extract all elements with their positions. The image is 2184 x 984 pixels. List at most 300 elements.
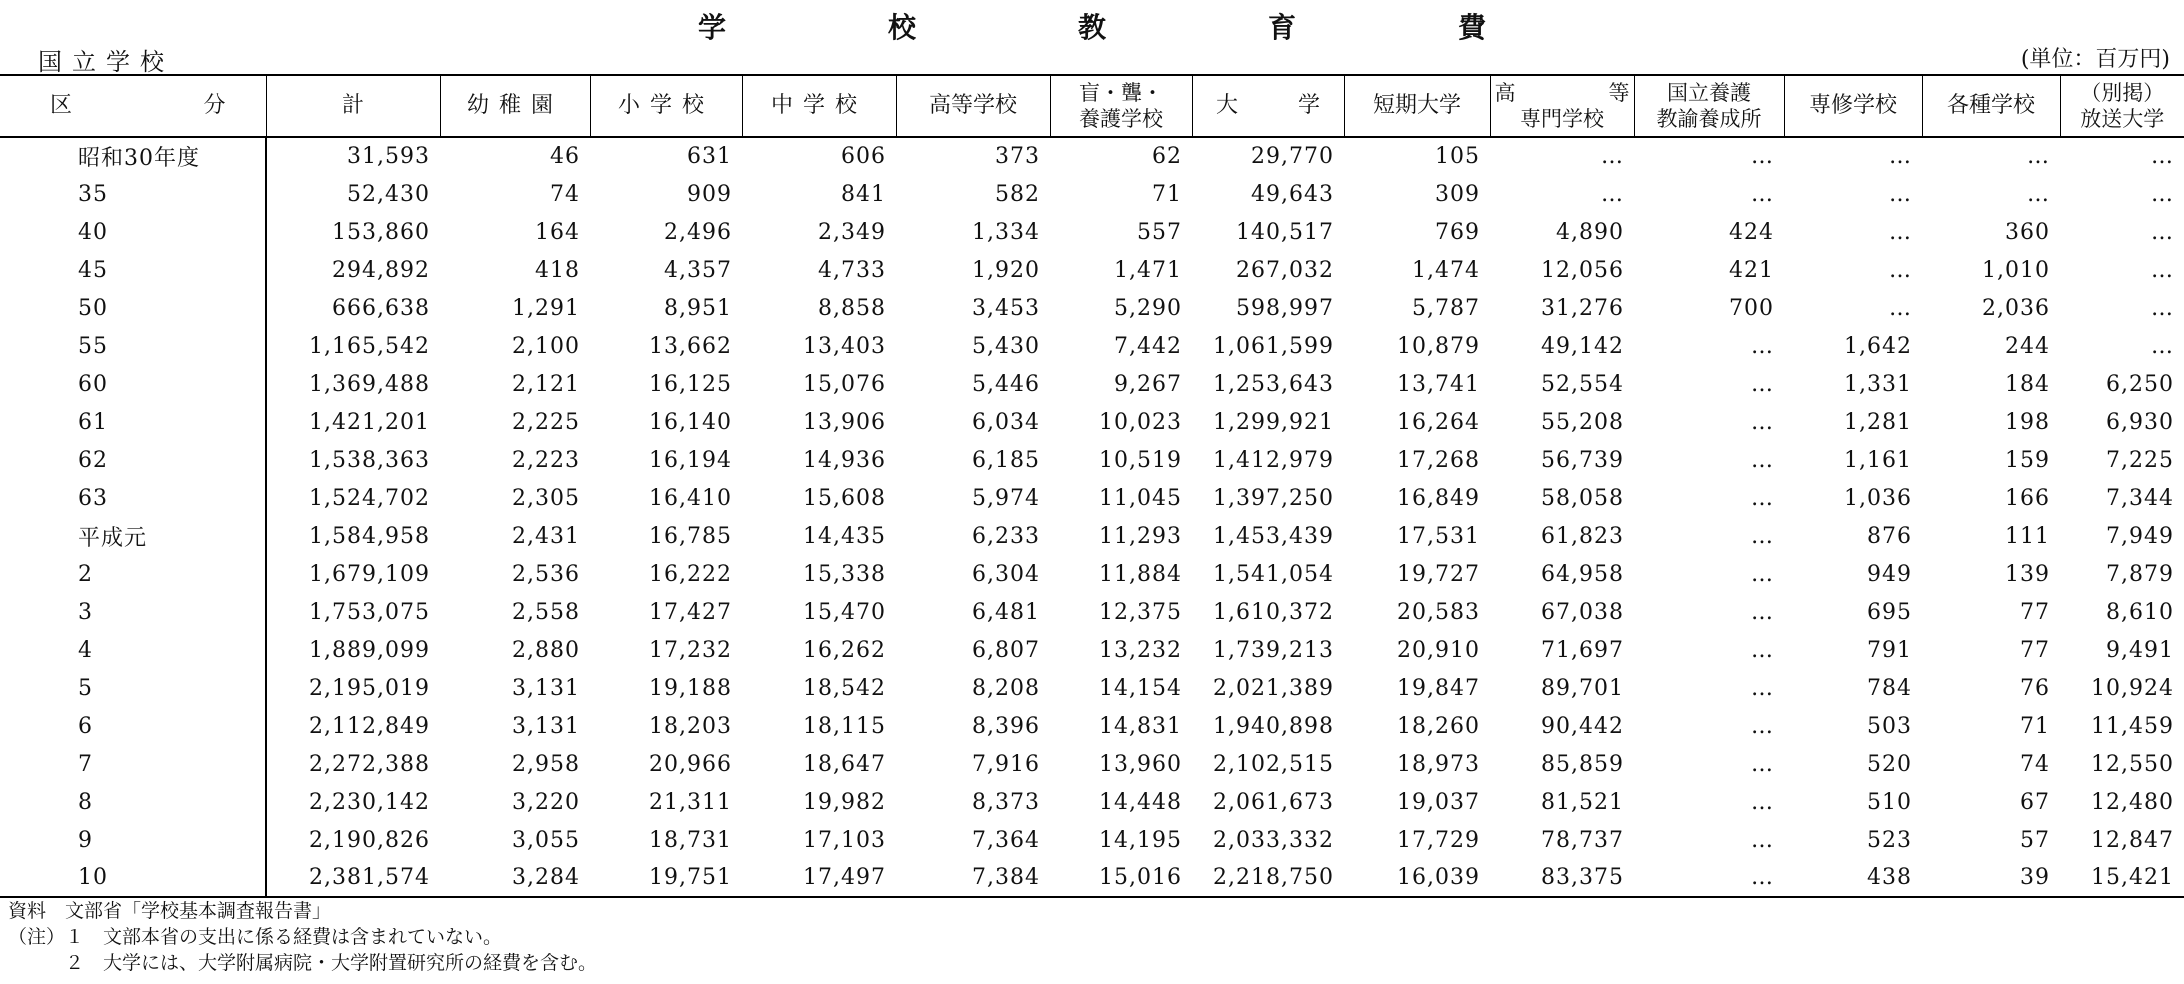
table-cell: 184 bbox=[2005, 371, 2050, 397]
table-cell: … bbox=[1889, 295, 1912, 321]
table-cell: 11,045 bbox=[1099, 485, 1182, 511]
table-cell: 16,262 bbox=[803, 637, 886, 663]
table-cell: 18,115 bbox=[803, 713, 886, 739]
table-row bbox=[0, 745, 2184, 783]
table-cell: 7,442 bbox=[1114, 333, 1182, 359]
table-cell: … bbox=[1751, 523, 1774, 549]
table-cell: 139 bbox=[2005, 561, 2050, 587]
table-cell: 2,958 bbox=[512, 751, 580, 777]
table-cell: 39 bbox=[1922, 859, 2060, 897]
table-row bbox=[0, 707, 2184, 745]
table-cell: 1,281 bbox=[1844, 409, 1912, 435]
note-1: （注）１ 文部本省の支出に係る経費は含まれていない。 bbox=[8, 926, 503, 948]
table-cell: 49,142 bbox=[1541, 333, 1624, 359]
table-cell: 631 bbox=[687, 144, 732, 169]
table-cell: 31,593 bbox=[347, 144, 430, 169]
table-cell: 1,920 bbox=[972, 257, 1040, 283]
table-cell: … bbox=[1751, 409, 1774, 435]
table-cell: 1,679,109 bbox=[309, 561, 430, 587]
table-cell: 18,731 bbox=[649, 827, 732, 853]
table-cell: 71,697 bbox=[1541, 637, 1624, 663]
unit-label: (単位：百万円) bbox=[2020, 47, 2170, 72]
table-cell: … bbox=[1751, 181, 1774, 207]
row-year: 62 bbox=[0, 441, 266, 479]
table-cell: … bbox=[1751, 144, 1774, 169]
table-cell: 19,037 bbox=[1397, 789, 1480, 815]
table-cell: 1,291 bbox=[512, 295, 580, 321]
table-cell: … bbox=[2027, 144, 2050, 169]
footnotes bbox=[8, 898, 597, 976]
title-char: 学 bbox=[697, 11, 726, 44]
table-row bbox=[0, 783, 2184, 821]
table-cell: 111 bbox=[2005, 523, 2050, 549]
table-cell: 140,517 bbox=[1236, 219, 1334, 245]
table-cell: 6,807 bbox=[972, 637, 1040, 663]
table-cell: … bbox=[2151, 257, 2174, 283]
table-cell: 29,770 bbox=[1251, 144, 1334, 169]
table-cell: 10,879 bbox=[1397, 333, 1480, 359]
table-cell: 8,396 bbox=[972, 713, 1040, 739]
row-year: 5 bbox=[0, 669, 266, 707]
table-cell: 2,558 bbox=[512, 599, 580, 625]
table-cell: 1,940,898 bbox=[1213, 713, 1334, 739]
table-cell: 582 bbox=[995, 181, 1040, 207]
table-row bbox=[0, 631, 2184, 669]
table-cell: 90,442 bbox=[1541, 713, 1624, 739]
row-year: 10 bbox=[0, 859, 266, 897]
table-cell: … bbox=[2027, 181, 2050, 207]
table-cell: 57 bbox=[2020, 827, 2050, 853]
table-row bbox=[0, 251, 2184, 289]
table-cell: 16,140 bbox=[649, 409, 732, 435]
row-year: 63 bbox=[0, 479, 266, 517]
table-cell: 15,076 bbox=[803, 371, 886, 397]
table-cell: 16,194 bbox=[649, 447, 732, 473]
table-cell: 841 bbox=[841, 181, 886, 207]
table-cell: 1,474 bbox=[1412, 257, 1480, 283]
table-cell: 2,121 bbox=[512, 371, 580, 397]
table-cell: 14,936 bbox=[803, 447, 886, 473]
table-cell: 78,737 bbox=[1541, 827, 1624, 853]
table-cell: 9,491 bbox=[2106, 637, 2174, 663]
table-cell: 1,369,488 bbox=[309, 371, 430, 397]
header-total: 計 bbox=[266, 75, 440, 137]
table-cell: 71 bbox=[1152, 181, 1182, 207]
table-cell: 421 bbox=[1729, 257, 1774, 283]
table-cell: 19,727 bbox=[1397, 561, 1480, 587]
table-cell: 16,125 bbox=[649, 371, 732, 397]
table-cell: 15,016 bbox=[1050, 859, 1192, 897]
table-cell: 13,960 bbox=[1099, 751, 1182, 777]
table-cell: 11,293 bbox=[1099, 523, 1182, 549]
header-row bbox=[0, 75, 2184, 137]
table-cell: 876 bbox=[1867, 523, 1912, 549]
table-cell: 1,739,213 bbox=[1213, 637, 1334, 663]
table-cell: … bbox=[1751, 333, 1774, 359]
row-year: 50 bbox=[0, 289, 266, 327]
header-elementary: 小学校 bbox=[590, 75, 742, 137]
table-cell: 2,536 bbox=[512, 561, 580, 587]
table-cell: 6,304 bbox=[972, 561, 1040, 587]
table-cell: … bbox=[1751, 561, 1774, 587]
table-cell: 3,220 bbox=[512, 789, 580, 815]
table-cell: 20,583 bbox=[1397, 599, 1480, 625]
header-open-university: （別掲） 放送大学 bbox=[2060, 75, 2184, 137]
table-cell: 2,272,388 bbox=[309, 751, 430, 777]
table-cell: 12,847 bbox=[2091, 827, 2174, 853]
table-cell: 16,264 bbox=[1397, 409, 1480, 435]
table-cell: 7,916 bbox=[972, 751, 1040, 777]
table-cell: 2,112,849 bbox=[309, 713, 430, 739]
header-misc-schools: 各種学校 bbox=[1922, 75, 2060, 137]
table-subtitle: 国立学校 bbox=[38, 48, 174, 76]
table-cell: … bbox=[1751, 637, 1774, 663]
table-cell: 31,276 bbox=[1541, 295, 1624, 321]
table-row bbox=[0, 593, 2184, 631]
table-cell: 17,232 bbox=[649, 637, 732, 663]
table-cell: 5,446 bbox=[972, 371, 1040, 397]
table-cell: 1,165,542 bbox=[309, 333, 430, 359]
source-note: 資料 文部省「学校基本調査報告書」 bbox=[8, 900, 332, 922]
table-cell: 19,847 bbox=[1397, 675, 1480, 701]
table-cell: 56,739 bbox=[1541, 447, 1624, 473]
table-cell: 949 bbox=[1867, 561, 1912, 587]
table-cell: 373 bbox=[995, 144, 1040, 169]
table-cell: 18,973 bbox=[1397, 751, 1480, 777]
table-cell: 49,643 bbox=[1251, 181, 1334, 207]
table-cell: 14,195 bbox=[1099, 827, 1182, 853]
table-cell: 6,233 bbox=[972, 523, 1040, 549]
header-kindergarten: 幼稚園 bbox=[440, 75, 590, 137]
row-year: 8 bbox=[0, 783, 266, 821]
table-cell: 16,039 bbox=[1344, 859, 1490, 897]
table-row bbox=[0, 327, 2184, 365]
table-row bbox=[0, 289, 2184, 327]
table-cell: 12,056 bbox=[1541, 257, 1624, 283]
table-cell: 700 bbox=[1729, 295, 1774, 321]
table-cell: 5,290 bbox=[1114, 295, 1182, 321]
table-cell: 1,471 bbox=[1114, 257, 1182, 283]
table-cell: 1,538,363 bbox=[309, 447, 430, 473]
table-cell: 159 bbox=[2005, 447, 2050, 473]
table-cell: 74 bbox=[550, 181, 580, 207]
table-cell: 520 bbox=[1867, 751, 1912, 777]
table-cell: … bbox=[2151, 295, 2174, 321]
table-cell: 2,381,574 bbox=[266, 859, 440, 897]
table-cell: 16,410 bbox=[649, 485, 732, 511]
table-cell: 17,427 bbox=[649, 599, 732, 625]
table-cell: 360 bbox=[2005, 219, 2050, 245]
table-cell: 89,701 bbox=[1541, 675, 1624, 701]
table-cell: 2,230,142 bbox=[309, 789, 430, 815]
header-special-training: 専修学校 bbox=[1784, 75, 1922, 137]
header-high-school: 高等学校 bbox=[896, 75, 1050, 137]
table-cell: … bbox=[1751, 751, 1774, 777]
table-cell: 1,642 bbox=[1844, 333, 1912, 359]
table-title bbox=[0, 6, 2184, 46]
table-cell: 695 bbox=[1867, 599, 1912, 625]
row-year: 45 bbox=[0, 251, 266, 289]
table-cell: 1,584,958 bbox=[309, 523, 430, 549]
table-cell: 105 bbox=[1435, 144, 1480, 169]
row-year: 60 bbox=[0, 365, 266, 403]
title-char: 校 bbox=[887, 11, 916, 44]
table-row bbox=[0, 403, 2184, 441]
table-cell: 598,997 bbox=[1236, 295, 1334, 321]
table-cell: … bbox=[1751, 599, 1774, 625]
table-cell: 6,250 bbox=[2106, 371, 2174, 397]
table-cell: … bbox=[1889, 219, 1912, 245]
table-cell: 2,880 bbox=[512, 637, 580, 663]
table-cell: … bbox=[1889, 144, 1912, 169]
table-cell: 17,531 bbox=[1397, 523, 1480, 549]
table-cell: 7,384 bbox=[896, 859, 1050, 897]
table-cell: 21,311 bbox=[649, 789, 732, 815]
header-university: 大 学 bbox=[1192, 75, 1344, 137]
row-year: 55 bbox=[0, 327, 266, 365]
table-cell: 198 bbox=[2005, 409, 2050, 435]
table-cell: 81,521 bbox=[1541, 789, 1624, 815]
table-row bbox=[0, 479, 2184, 517]
table-cell: 1,299,921 bbox=[1213, 409, 1334, 435]
table-cell: … bbox=[2151, 181, 2174, 207]
table-cell: … bbox=[1751, 485, 1774, 511]
header-junior-college: 短期大学 bbox=[1344, 75, 1490, 137]
table-cell: 2,349 bbox=[818, 219, 886, 245]
table-cell: 13,906 bbox=[803, 409, 886, 435]
table-cell: 606 bbox=[841, 144, 886, 169]
header-junior-high: 中学校 bbox=[742, 75, 896, 137]
table-row bbox=[0, 137, 2184, 175]
table-cell: 19,982 bbox=[803, 789, 886, 815]
table-cell: 13,403 bbox=[803, 333, 886, 359]
table-cell: 153,860 bbox=[332, 219, 430, 245]
row-year: 平成元 bbox=[0, 517, 266, 555]
table-cell: 438 bbox=[1784, 859, 1922, 897]
table-row bbox=[0, 517, 2184, 555]
table-cell: 19,751 bbox=[590, 859, 742, 897]
table-cell: 3,131 bbox=[512, 675, 580, 701]
table-cell: 16,785 bbox=[649, 523, 732, 549]
table-cell: 64,958 bbox=[1541, 561, 1624, 587]
table-cell: 769 bbox=[1435, 219, 1480, 245]
table-row bbox=[0, 821, 2184, 859]
table-cell: … bbox=[2151, 333, 2174, 359]
table-cell: 418 bbox=[535, 257, 580, 283]
table-cell: 2,195,019 bbox=[309, 675, 430, 701]
table-cell: 74 bbox=[2020, 751, 2050, 777]
table-cell: … bbox=[1751, 713, 1774, 739]
table-cell: 1,753,075 bbox=[309, 599, 430, 625]
table-cell: 909 bbox=[687, 181, 732, 207]
table-cell: 71 bbox=[2020, 713, 2050, 739]
table-cell: 11,459 bbox=[2091, 713, 2174, 739]
table-row bbox=[0, 669, 2184, 707]
table-cell: 666,638 bbox=[332, 295, 430, 321]
table-cell: 15,421 bbox=[2060, 859, 2184, 897]
table-cell: 10,023 bbox=[1099, 409, 1182, 435]
table-cell: 83,375 bbox=[1490, 859, 1634, 897]
table-cell: 18,260 bbox=[1397, 713, 1480, 739]
table-cell: … bbox=[1601, 144, 1624, 169]
table-cell: 3,453 bbox=[972, 295, 1040, 321]
table-row bbox=[0, 555, 2184, 593]
title-char: 教 bbox=[1077, 11, 1106, 44]
table-cell: 2,431 bbox=[512, 523, 580, 549]
table-cell: 2,496 bbox=[664, 219, 732, 245]
table-cell: 17,729 bbox=[1397, 827, 1480, 853]
table-cell: 8,373 bbox=[972, 789, 1040, 815]
row-year: 40 bbox=[0, 213, 266, 251]
table-cell: 1,541,054 bbox=[1213, 561, 1334, 587]
table-cell: 2,305 bbox=[512, 485, 580, 511]
table-cell: 4,890 bbox=[1556, 219, 1624, 245]
table-cell: 166 bbox=[2005, 485, 2050, 511]
table-cell: 52,554 bbox=[1541, 371, 1624, 397]
table-cell: 12,550 bbox=[2091, 751, 2174, 777]
table-cell: 8,208 bbox=[972, 675, 1040, 701]
table-cell: 20,966 bbox=[649, 751, 732, 777]
table-cell: 17,497 bbox=[742, 859, 896, 897]
table-cell: … bbox=[1751, 827, 1774, 853]
table-cell: 18,203 bbox=[649, 713, 732, 739]
title-char: 育 bbox=[1267, 11, 1296, 44]
table-cell: 17,268 bbox=[1397, 447, 1480, 473]
row-year: 昭和30年度 bbox=[0, 137, 266, 175]
table-cell: 2,223 bbox=[512, 447, 580, 473]
table-cell: 5,787 bbox=[1412, 295, 1480, 321]
table-cell: 62 bbox=[1152, 144, 1182, 169]
table-cell: 503 bbox=[1867, 713, 1912, 739]
table-cell: … bbox=[1889, 257, 1912, 283]
table-cell: 7,344 bbox=[2106, 485, 2174, 511]
table-cell: 1,331 bbox=[1844, 371, 1912, 397]
table-cell: 309 bbox=[1435, 181, 1480, 207]
table-cell: 14,448 bbox=[1099, 789, 1182, 815]
table-cell: 1,889,099 bbox=[309, 637, 430, 663]
row-year: 6 bbox=[0, 707, 266, 745]
table-cell: 14,831 bbox=[1099, 713, 1182, 739]
table-cell: 58,058 bbox=[1541, 485, 1624, 511]
table-cell: 46 bbox=[550, 144, 580, 169]
table-cell: 2,102,515 bbox=[1213, 751, 1334, 777]
table-cell: … bbox=[1751, 447, 1774, 473]
header-category: 区 分 bbox=[0, 75, 266, 137]
table-cell: 523 bbox=[1867, 827, 1912, 853]
row-year: 3 bbox=[0, 593, 266, 631]
table-cell: 85,859 bbox=[1541, 751, 1624, 777]
row-year: 35 bbox=[0, 175, 266, 213]
header-special-schools: 盲・聾・ 養護学校 bbox=[1050, 75, 1192, 137]
table-cell: … bbox=[1751, 371, 1774, 397]
table-cell: … bbox=[1634, 859, 1784, 897]
table-cell: 15,608 bbox=[803, 485, 886, 511]
row-year: 4 bbox=[0, 631, 266, 669]
table-cell: 10,519 bbox=[1099, 447, 1182, 473]
table-cell: 2,021,389 bbox=[1213, 675, 1334, 701]
table-row bbox=[0, 859, 2184, 897]
table-cell: 4,733 bbox=[818, 257, 886, 283]
table-cell: … bbox=[1751, 789, 1774, 815]
row-year: 2 bbox=[0, 555, 266, 593]
table-row bbox=[0, 365, 2184, 403]
table-row bbox=[0, 213, 2184, 251]
table-cell: 11,884 bbox=[1099, 561, 1182, 587]
table-cell: 7,879 bbox=[2106, 561, 2174, 587]
table-cell: 1,397,250 bbox=[1213, 485, 1334, 511]
table-cell: 784 bbox=[1867, 675, 1912, 701]
table-cell: 2,061,673 bbox=[1213, 789, 1334, 815]
table-cell: 13,741 bbox=[1397, 371, 1480, 397]
table-cell: … bbox=[1751, 675, 1774, 701]
table-cell: 294,892 bbox=[332, 257, 430, 283]
table-cell: 1,253,643 bbox=[1213, 371, 1334, 397]
table-cell: 164 bbox=[535, 219, 580, 245]
table-cell: 2,225 bbox=[512, 409, 580, 435]
table-cell: 8,951 bbox=[664, 295, 732, 321]
table-cell: 791 bbox=[1867, 637, 1912, 663]
table-cell: 3,284 bbox=[440, 859, 590, 897]
table-cell: 61,823 bbox=[1541, 523, 1624, 549]
table-cell: 6,034 bbox=[972, 409, 1040, 435]
table-cell: 2,100 bbox=[512, 333, 580, 359]
table-cell: 1,334 bbox=[972, 219, 1040, 245]
table-cell: 12,375 bbox=[1099, 599, 1182, 625]
table-cell: 244 bbox=[2005, 333, 2050, 359]
header-nursing-institute: 国立養護 教諭養成所 bbox=[1634, 75, 1784, 137]
table-cell: 1,421,201 bbox=[309, 409, 430, 435]
table-cell: 5,430 bbox=[972, 333, 1040, 359]
table-cell: 55,208 bbox=[1541, 409, 1624, 435]
table-cell: 18,647 bbox=[803, 751, 886, 777]
table-cell: 14,154 bbox=[1099, 675, 1182, 701]
table-cell: 6,481 bbox=[972, 599, 1040, 625]
table-cell: 1,010 bbox=[1982, 257, 2050, 283]
table-cell: 2,033,332 bbox=[1213, 827, 1334, 853]
table-cell: 52,430 bbox=[347, 181, 430, 207]
table-cell: 15,470 bbox=[803, 599, 886, 625]
table-cell: 16,849 bbox=[1397, 485, 1480, 511]
row-year: 9 bbox=[0, 821, 266, 859]
table-cell: 15,338 bbox=[803, 561, 886, 587]
table-cell: 7,225 bbox=[2106, 447, 2174, 473]
table-cell: 77 bbox=[2020, 599, 2050, 625]
table-cell: 8,610 bbox=[2106, 599, 2174, 625]
table-cell: 5,974 bbox=[972, 485, 1040, 511]
table-cell: 3,131 bbox=[512, 713, 580, 739]
table-cell: 13,232 bbox=[1099, 637, 1182, 663]
table-cell: 557 bbox=[1137, 219, 1182, 245]
table-cell: 16,222 bbox=[649, 561, 732, 587]
table-cell: 9,267 bbox=[1114, 371, 1182, 397]
table-cell: 1,453,439 bbox=[1213, 523, 1334, 549]
school-expenditure-table bbox=[0, 74, 2184, 898]
table-cell: … bbox=[2151, 219, 2174, 245]
row-year: 61 bbox=[0, 403, 266, 441]
table-cell: 2,036 bbox=[1982, 295, 2050, 321]
table-cell: 2,218,750 bbox=[1192, 859, 1344, 897]
table-cell: 1,036 bbox=[1844, 485, 1912, 511]
table-cell: 10,924 bbox=[2091, 675, 2174, 701]
table-cell: 6,930 bbox=[2106, 409, 2174, 435]
table-cell: 510 bbox=[1867, 789, 1912, 815]
header-technical-college: 高 等 専門学校 bbox=[1490, 75, 1634, 137]
table-row bbox=[0, 175, 2184, 213]
table-cell: 267,032 bbox=[1236, 257, 1334, 283]
table-cell: 67 bbox=[2020, 789, 2050, 815]
title-char: 費 bbox=[1457, 11, 1486, 44]
table-cell: … bbox=[1889, 181, 1912, 207]
